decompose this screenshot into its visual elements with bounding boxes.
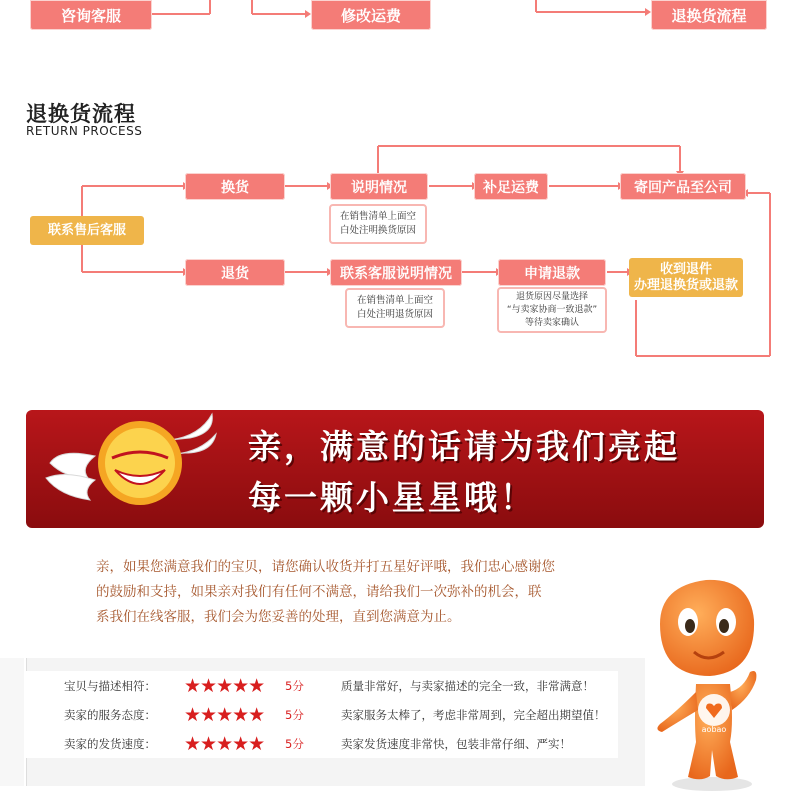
rating-comment: 质量非常好，与卖家描述的完全一致，非常满意！ bbox=[341, 678, 594, 693]
rating-score: 5分 bbox=[285, 678, 304, 693]
consult-service-box: 咨询客服 bbox=[30, 0, 152, 30]
refund-note: 在销售清单上面空 白处注明退货原因 bbox=[345, 288, 445, 328]
rating-panel-edge bbox=[0, 658, 24, 786]
five-stars-icon: ★★★★★ bbox=[184, 674, 265, 697]
five-stars-icon: ★★★★★ bbox=[184, 732, 265, 755]
rating-comment: 卖家服务太棒了，考虑非常周到，完全超出期望值！ bbox=[341, 707, 606, 722]
rating-score: 5分 bbox=[285, 736, 304, 751]
rating-comment: 卖家发货速度非常快，包装非常仔细、严实！ bbox=[341, 736, 571, 751]
supplement-shipping-box: 补足运费 bbox=[474, 173, 548, 200]
rating-label: 卖家的发货速度： bbox=[64, 736, 156, 751]
rating-row bbox=[26, 729, 618, 758]
rating-label: 卖家的服务态度： bbox=[64, 707, 156, 722]
receive-return-box: 收到退件 办理退换货或退款 bbox=[629, 258, 743, 297]
refund-box: 退货 bbox=[185, 259, 285, 286]
banner-line-2: 每一颗小星星哦！ bbox=[248, 478, 536, 517]
five-stars-icon: ★★★★★ bbox=[184, 703, 265, 726]
rating-label: 宝贝与描述相符： bbox=[64, 678, 156, 693]
modify-shipping-box: 修改运费 bbox=[311, 0, 431, 30]
banner-line-1: 亲，满意的话请为我们亮起 bbox=[248, 427, 680, 466]
section-subtitle: RETURN PROCESS bbox=[26, 124, 143, 138]
rating-score: 5分 bbox=[285, 707, 304, 722]
message-line-3: 系我们在线客服，我们会为您妥善的处理，直到您满意为止。 bbox=[96, 609, 461, 625]
section-title: 退换货流程 bbox=[26, 102, 136, 126]
message-line-1: 亲，如果您满意我们的宝贝，请您确认收货并打五星好评哦，我们忠心感谢您 bbox=[96, 559, 555, 575]
explain-situation-box: 说明情况 bbox=[330, 173, 428, 200]
exchange-note: 在销售清单上面空 白处注明换货原因 bbox=[329, 204, 427, 244]
taobao-mascot-icon bbox=[646, 572, 776, 794]
apply-refund-box: 申请退款 bbox=[498, 259, 606, 286]
contact-explain-box: 联系客服说明情况 bbox=[330, 259, 462, 286]
apply-refund-note: 退货原因尽量选择 “与卖家协商一致退款” 等待卖家确认 bbox=[497, 287, 607, 333]
exchange-box: 换货 bbox=[185, 173, 285, 200]
mascot-badge-text: aobao bbox=[701, 725, 727, 734]
rating-row bbox=[26, 671, 618, 700]
winged-smiley-icon bbox=[40, 408, 220, 520]
rating-row bbox=[26, 700, 618, 729]
return-flow-box: 退换货流程 bbox=[651, 0, 767, 30]
message-line-2: 的鼓励和支持，如果亲对我们有任何不满意，请给我们一次弥补的机会，联 bbox=[96, 584, 542, 600]
send-back-box: 寄回产品至公司 bbox=[620, 173, 746, 200]
contact-after-sales-box: 联系售后客服 bbox=[30, 216, 144, 245]
